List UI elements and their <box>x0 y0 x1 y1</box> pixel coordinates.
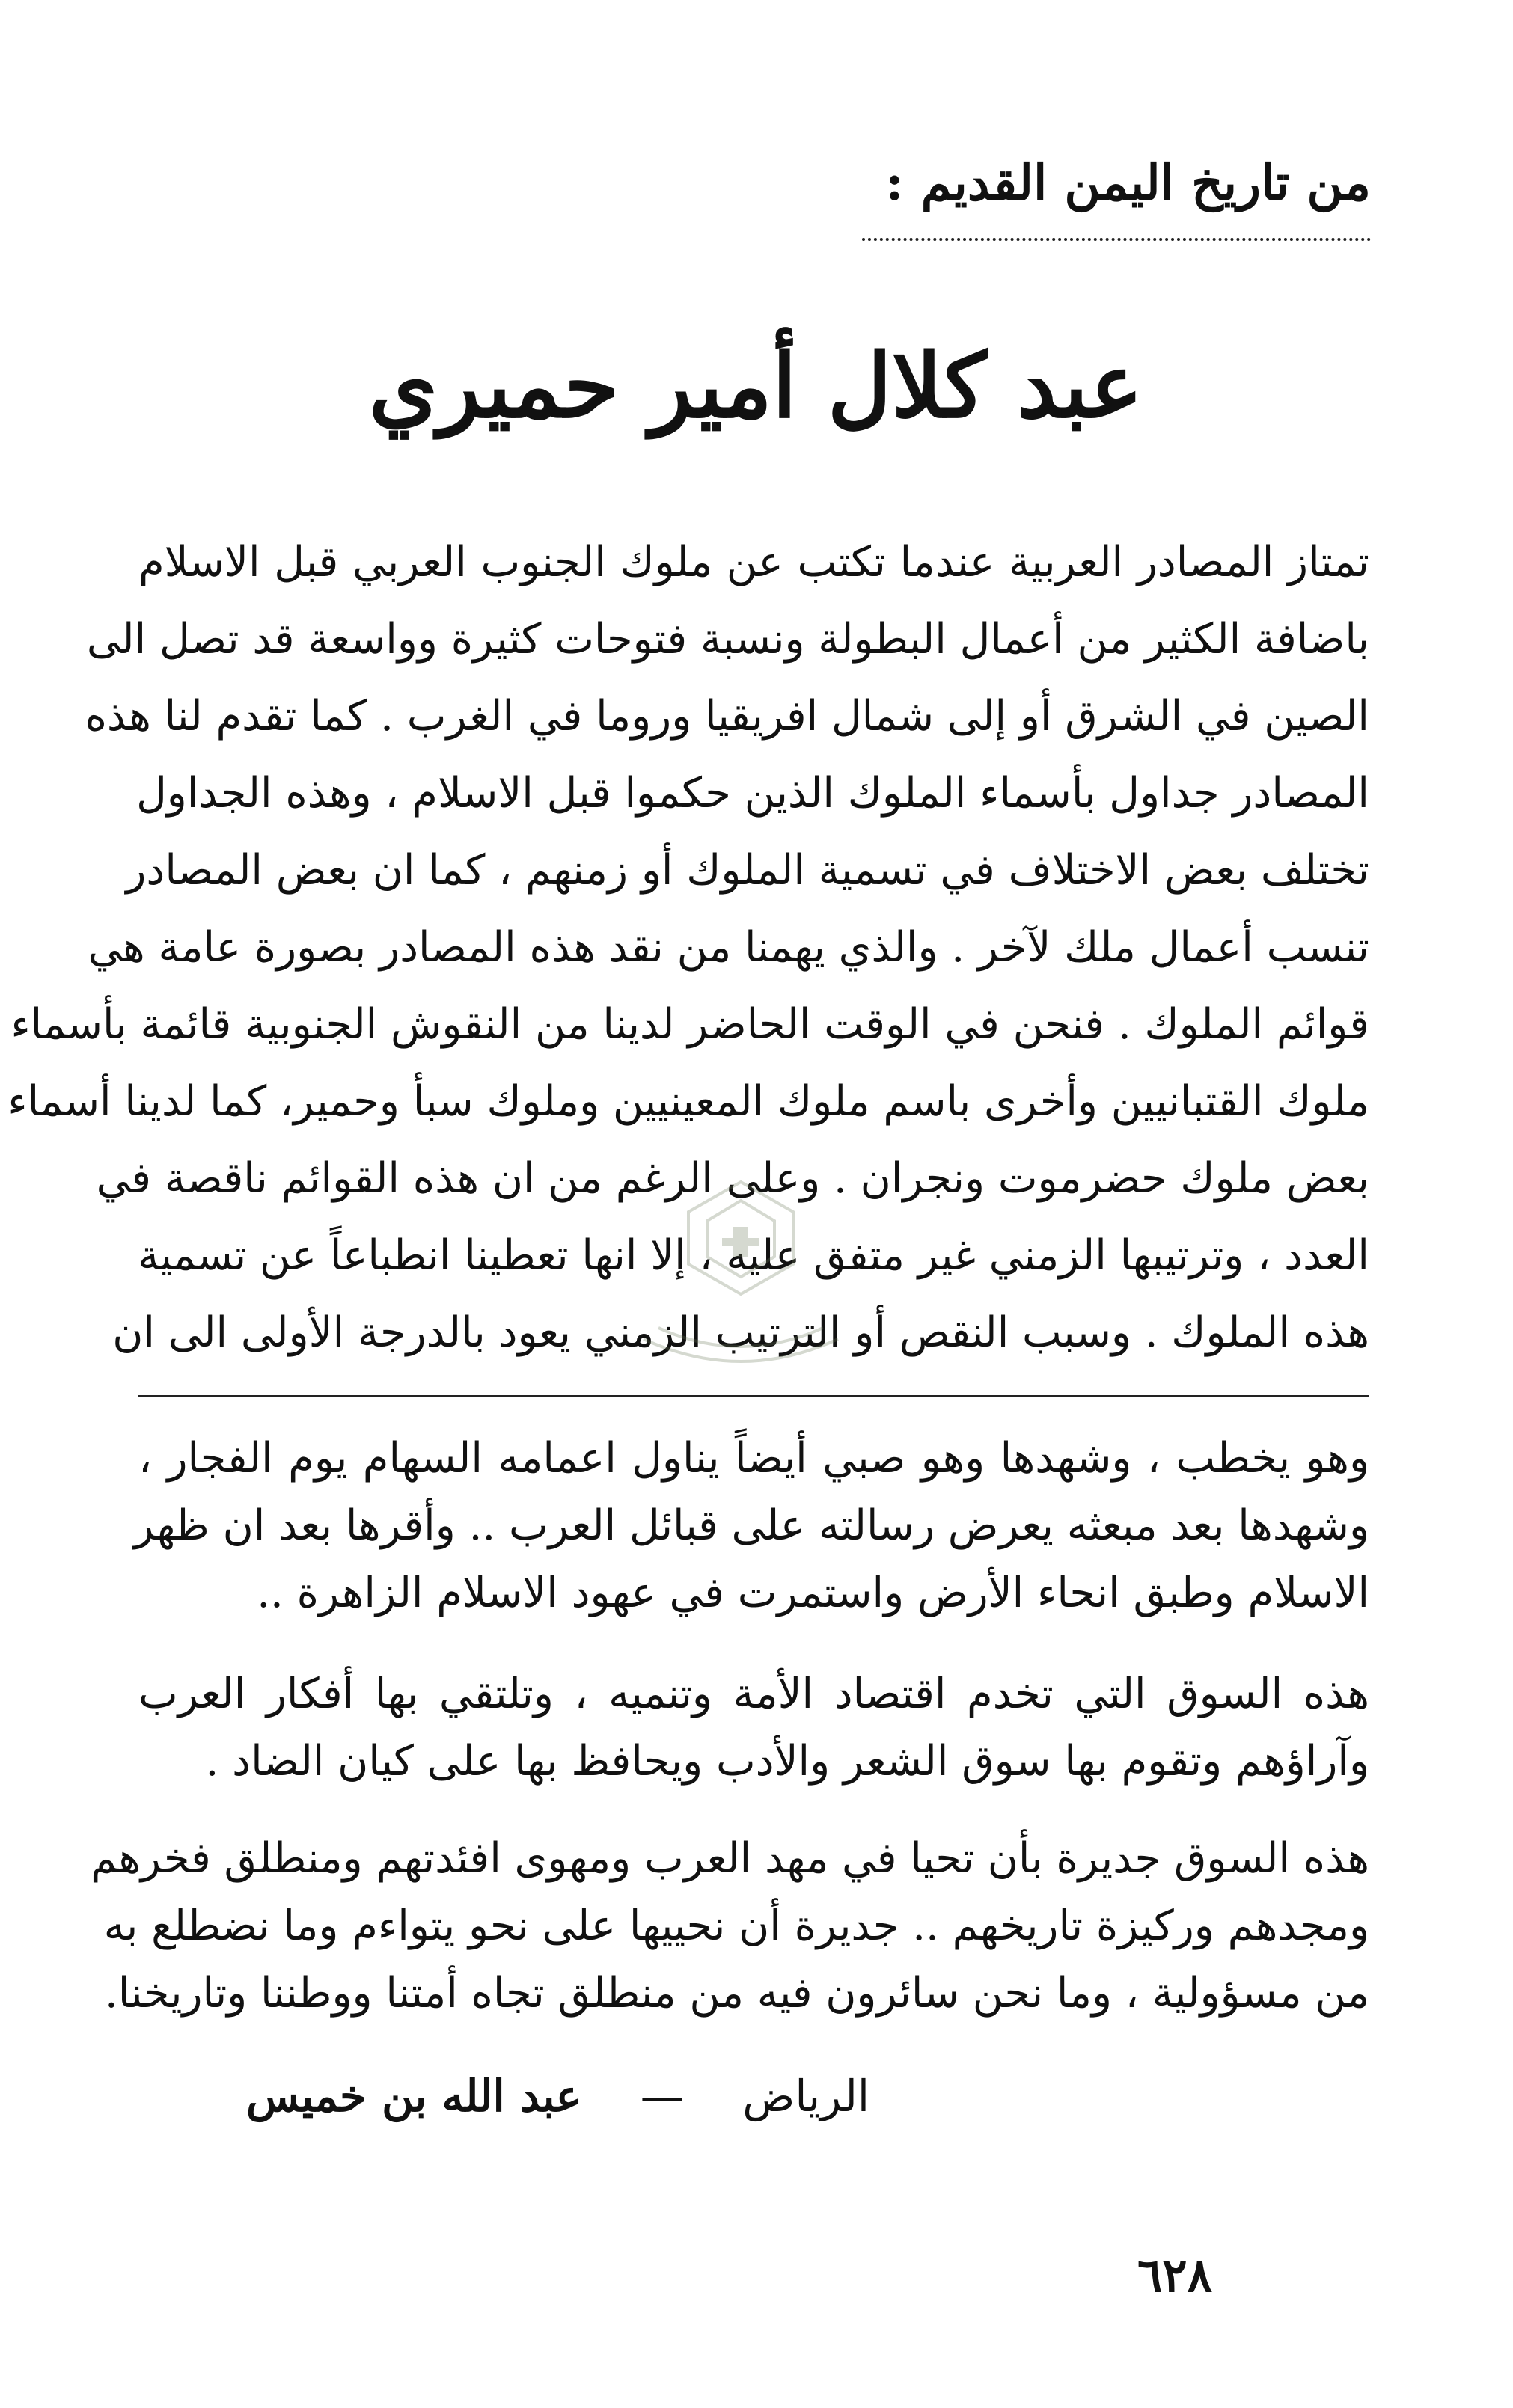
body-line: تمتاز المصادر العربية عندما تكتب عن ملوك الجنوب العربي قبل الاسلام <box>138 538 1369 586</box>
paragraph-line: وآراؤهم وتقوم بها سوق الشعر والأدب ويحافظ بها على كيان الضاد . <box>205 1737 1369 1786</box>
continuation-paragraph <box>138 1661 1369 1795</box>
body-line: الصين في الشرق أو إلى شمال افريقيا وروما في الغرب . كما تقدم لنا هذه <box>85 692 1369 741</box>
section-title: من تاريخ اليمن القديم : <box>885 153 1371 212</box>
page-number: ٦٢٨ <box>1137 2248 1212 2303</box>
paragraph-line: من مسؤولية ، وما نحن سائرون فيه من منطلق تجاه أمتنا ووطننا وتاريخنا. <box>104 1969 1369 2018</box>
paragraph-line: وشهدها بعد مبعثه يعرض رسالته على قبائل العرب .. وأقرها بعد ان ظهر <box>133 1501 1369 1550</box>
body-line: بعض ملوك حضرموت ونجران . وعلى الرغم من ان هذه القوائم ناقصة في <box>96 1154 1369 1203</box>
signature-place: الرياض <box>742 2071 869 2121</box>
paragraph-line: وهو يخطب ، وشهدها وهو صبي أيضاً يناول اعمامه السهام يوم الفجار ، <box>138 1434 1369 1483</box>
signature-author: عبد الله بن خميس <box>246 2071 582 2121</box>
body-line: المصادر جداول بأسماء الملوك الذين حكموا قبل الاسلام ، وهذه الجداول <box>136 769 1369 818</box>
body-line: قوائم الملوك . فنحن في الوقت الحاضر لدينا من النقوش الجنوبية قائمة بأسماء <box>10 1000 1369 1049</box>
body-line: تختلف بعض الاختلاف في تسمية الملوك أو زمنهم ، كما ان بعض المصادر <box>126 846 1369 895</box>
signature-dash: — <box>640 2071 684 2121</box>
paragraph-line: ومجدهم وركيزة تاريخهم .. جديرة أن نحييها على نحو يتواءم وما نضطلع به <box>103 1902 1369 1950</box>
library-seal-watermark <box>614 1167 868 1391</box>
footnote-divider <box>138 1395 1369 1397</box>
body-line: باضافة الكثير من أعمال البطولة ونسبة فتوحات كثيرة وواسعة قد تصل الى <box>86 615 1369 664</box>
paragraph-line: هذه السوق جديرة بأن تحيا في مهد العرب ومهوى افئدتهم ومنطلق فخرهم <box>91 1834 1369 1883</box>
continuation-paragraph <box>91 1825 1369 2027</box>
paragraph-line: الاسلام وطبق انحاء الأرض واستمرت في عهود الاسلام الزاهرة .. <box>257 1569 1369 1617</box>
continuation-paragraph <box>133 1425 1369 1627</box>
article-title: عبد كلال أمير حميري <box>368 334 1143 438</box>
dotted-rule <box>862 238 1371 241</box>
paragraph-line: هذه السوق التي تخدم اقتصاد الأمة وتنميه ، وتلتقي بها أفكار العرب <box>138 1670 1369 1718</box>
body-line: العدد ، وترتيبها الزمني غير متفق عليه ، إلا انها تعطينا انطباعاً عن تسمية <box>138 1231 1369 1280</box>
body-line: تنسب أعمال ملك لآخر . والذي يهمنا من نقد هذه المصادر بصورة عامة هي <box>88 923 1369 972</box>
body-line: هذه الملوك . وسبب النقص أو الترتيب الزمني يعود بالدرجة الأولى الى ان <box>112 1308 1369 1357</box>
signature <box>246 2071 869 2123</box>
body-line: ملوك القتبانيين وأخرى باسم ملوك المعينيين وملوك سبأ وحمير، كما لدينا أسماء <box>7 1077 1369 1126</box>
